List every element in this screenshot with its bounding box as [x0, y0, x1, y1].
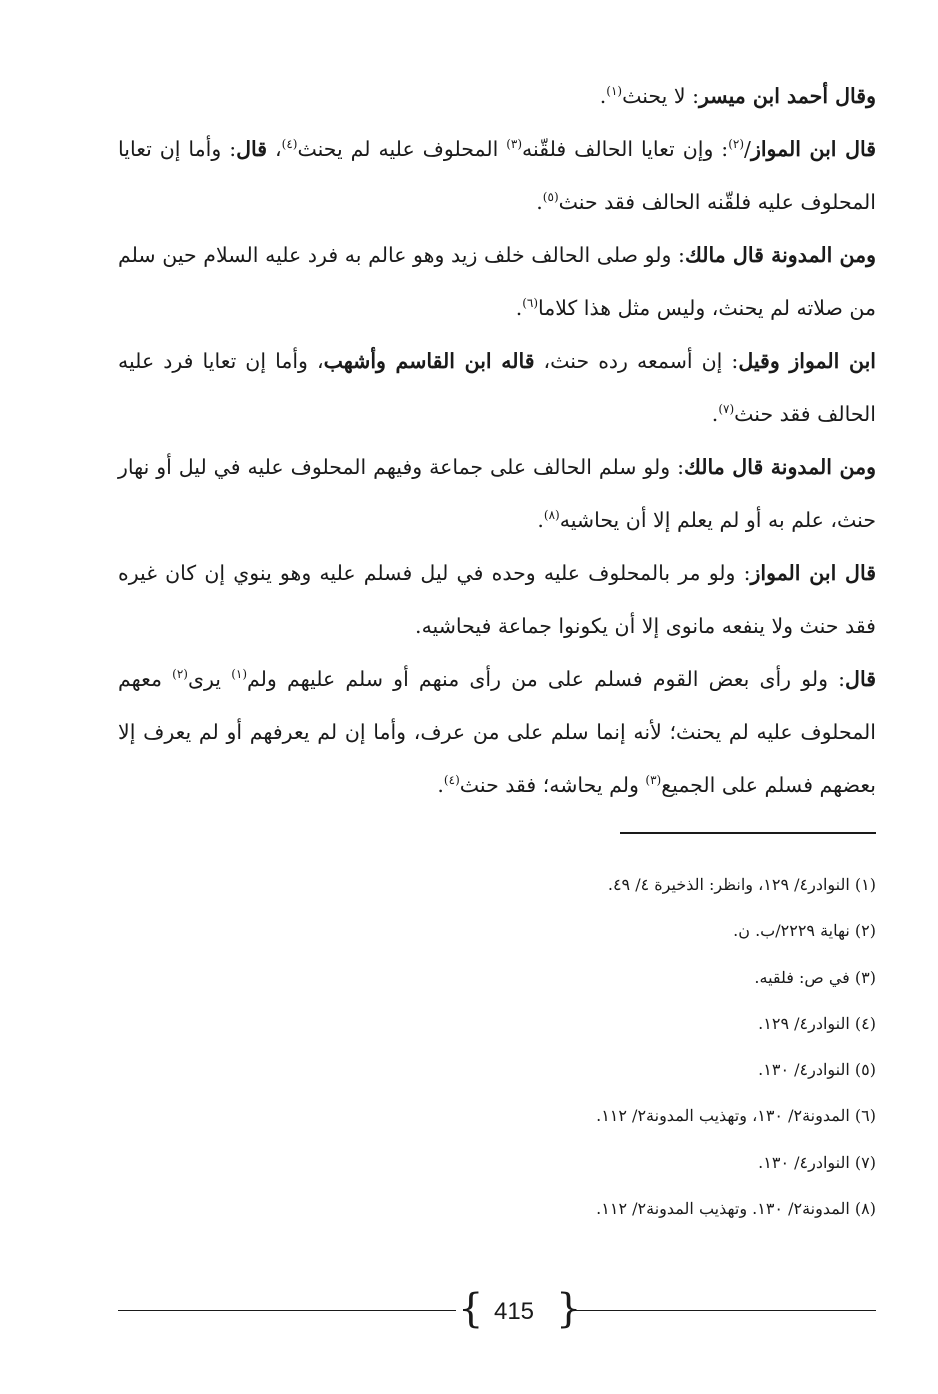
body-text: .: [599, 84, 607, 108]
bold-heading-text: قال: [845, 667, 876, 691]
bold-heading-text: ابن المواز وقيل: [738, 349, 877, 373]
footnote-marker: (٤): [443, 773, 460, 788]
footnote: (٤) النوادر٤/ ١٢٩.: [758, 1013, 876, 1033]
bold-heading-text: قال ابن المواز: [750, 137, 877, 161]
footnote-marker: (٤): [281, 137, 298, 152]
body-text: المحلوف عليه لم يحنث: [297, 137, 507, 161]
bold-heading-text: ومن المدونة قال مالك: [684, 455, 876, 479]
paragraph: [118, 335, 876, 441]
paragraph: [118, 70, 876, 123]
footnote-marker: (١): [231, 667, 248, 682]
paragraph: [118, 547, 876, 653]
footer-rule-right: [570, 1310, 876, 1311]
body-text: ولم يحاشه؛ فقد حنث: [459, 773, 646, 797]
body-text: : ولو رأى بعض القوم فسلم على من رأى منهم أو سلم عليهم ولم: [247, 667, 846, 691]
footnotes: [380, 862, 876, 1232]
body-text: : ولو صلى الحالف خلف زيد وهو عالم به فرد عليه السلام حين سلم من صلاته لم يحنث، وليس مثل هذا كلاما: [118, 243, 876, 320]
footnote-marker: (٨): [543, 508, 560, 523]
body-text: ، وأما إن تعايا فرد عليه الحالف فقد حنث: [118, 349, 876, 426]
footnote-marker: (٧): [718, 402, 735, 417]
footer-rule-left: [118, 1310, 456, 1311]
footnote: (٧) النوادر٤/ ١٣٠.: [758, 1152, 876, 1172]
body-text: /: [744, 137, 751, 161]
bold-heading-text: ومن المدونة قال مالك: [684, 243, 876, 267]
footnote-marker: (٦): [522, 296, 539, 311]
body-text: : ولو مر بالمحلوف عليه وحده في ليل فسلم عليه وهو ينوي إن كان غيره فقد حنث ولا ينفعه مانوى إلا أن يكونوا جماعة فيحاشيه.: [118, 561, 876, 638]
footnote: (١) النوادر٤/ ١٢٩، وانظر: الذخيرة ٤/ ٤٩.: [607, 875, 876, 894]
body-text: : ولو سلم الحالف على جماعة وفيهم المحلوف عليه في ليل أو نهار حنث، علم به أو لم يعلم إلا أن يحاشيه: [118, 455, 876, 532]
footnote-marker: (٢): [728, 137, 745, 152]
body-text: .: [437, 773, 444, 797]
footnote: (٦) المدونة٢/ ١٣٠، وتهذيب المدونة٢/ ١١٢.: [596, 1106, 876, 1126]
footnote-marker: (٥): [542, 190, 559, 205]
right-brace-ornament: }: [556, 1286, 582, 1332]
body-text: معهم المحلوف عليه لم يحنث؛ لأنه إنما سلم على من عرف، وأما إن لم يعرفهم أو لم يعرف إلا بعضهم فسلم على الجميع: [118, 667, 876, 797]
body-text: .: [515, 296, 523, 320]
bold-heading-text: قال ابن المواز: [750, 561, 877, 585]
footnote-marker: (١): [606, 84, 623, 99]
footnote: (٣) في ص: فلقيه.: [754, 967, 876, 987]
body-text: : لا يحنث: [622, 84, 699, 108]
footnote: (٥) النوادر٤/ ١٣٠.: [758, 1060, 876, 1080]
footnote-marker: (٢): [172, 667, 188, 682]
body-text: : إن أسمعه رده حنث،: [534, 349, 739, 373]
body-text: .: [537, 508, 544, 532]
bold-heading-text: قاله ابن القاسم وأشهب: [323, 349, 535, 373]
paragraph: [118, 653, 876, 812]
main-text: [118, 70, 876, 812]
body-text: .: [536, 190, 543, 214]
footnote-marker: (٣): [645, 773, 662, 788]
bold-heading-text: وقال أحمد ابن ميسر: [698, 84, 876, 108]
body-text: .: [711, 402, 719, 426]
paragraph: [118, 123, 876, 229]
page-number: 415: [493, 1298, 535, 1325]
footnote: (٨) المدونة٢/ ١٣٠. وتهذيب المدونة٢/ ١١٢.: [596, 1199, 876, 1219]
footnote-marker: (٣): [506, 137, 523, 152]
footnote-separator: [620, 832, 876, 834]
body-text: ،: [267, 137, 282, 161]
body-text: : وأما إن تعايا المحلوف عليه فلقّنه الحالف فقد حنث: [118, 137, 876, 214]
paragraph: [118, 229, 876, 335]
paragraph: [118, 441, 876, 547]
footnote: (٢) نهاية ٢٢٢٩/ب. ن.: [733, 921, 876, 941]
body-text: : وإن تعايا الحالف فلقّنه: [522, 137, 729, 161]
bold-heading-text: قال: [236, 137, 268, 161]
left-brace-ornament: {: [458, 1286, 484, 1332]
body-text: يرى: [187, 667, 232, 691]
